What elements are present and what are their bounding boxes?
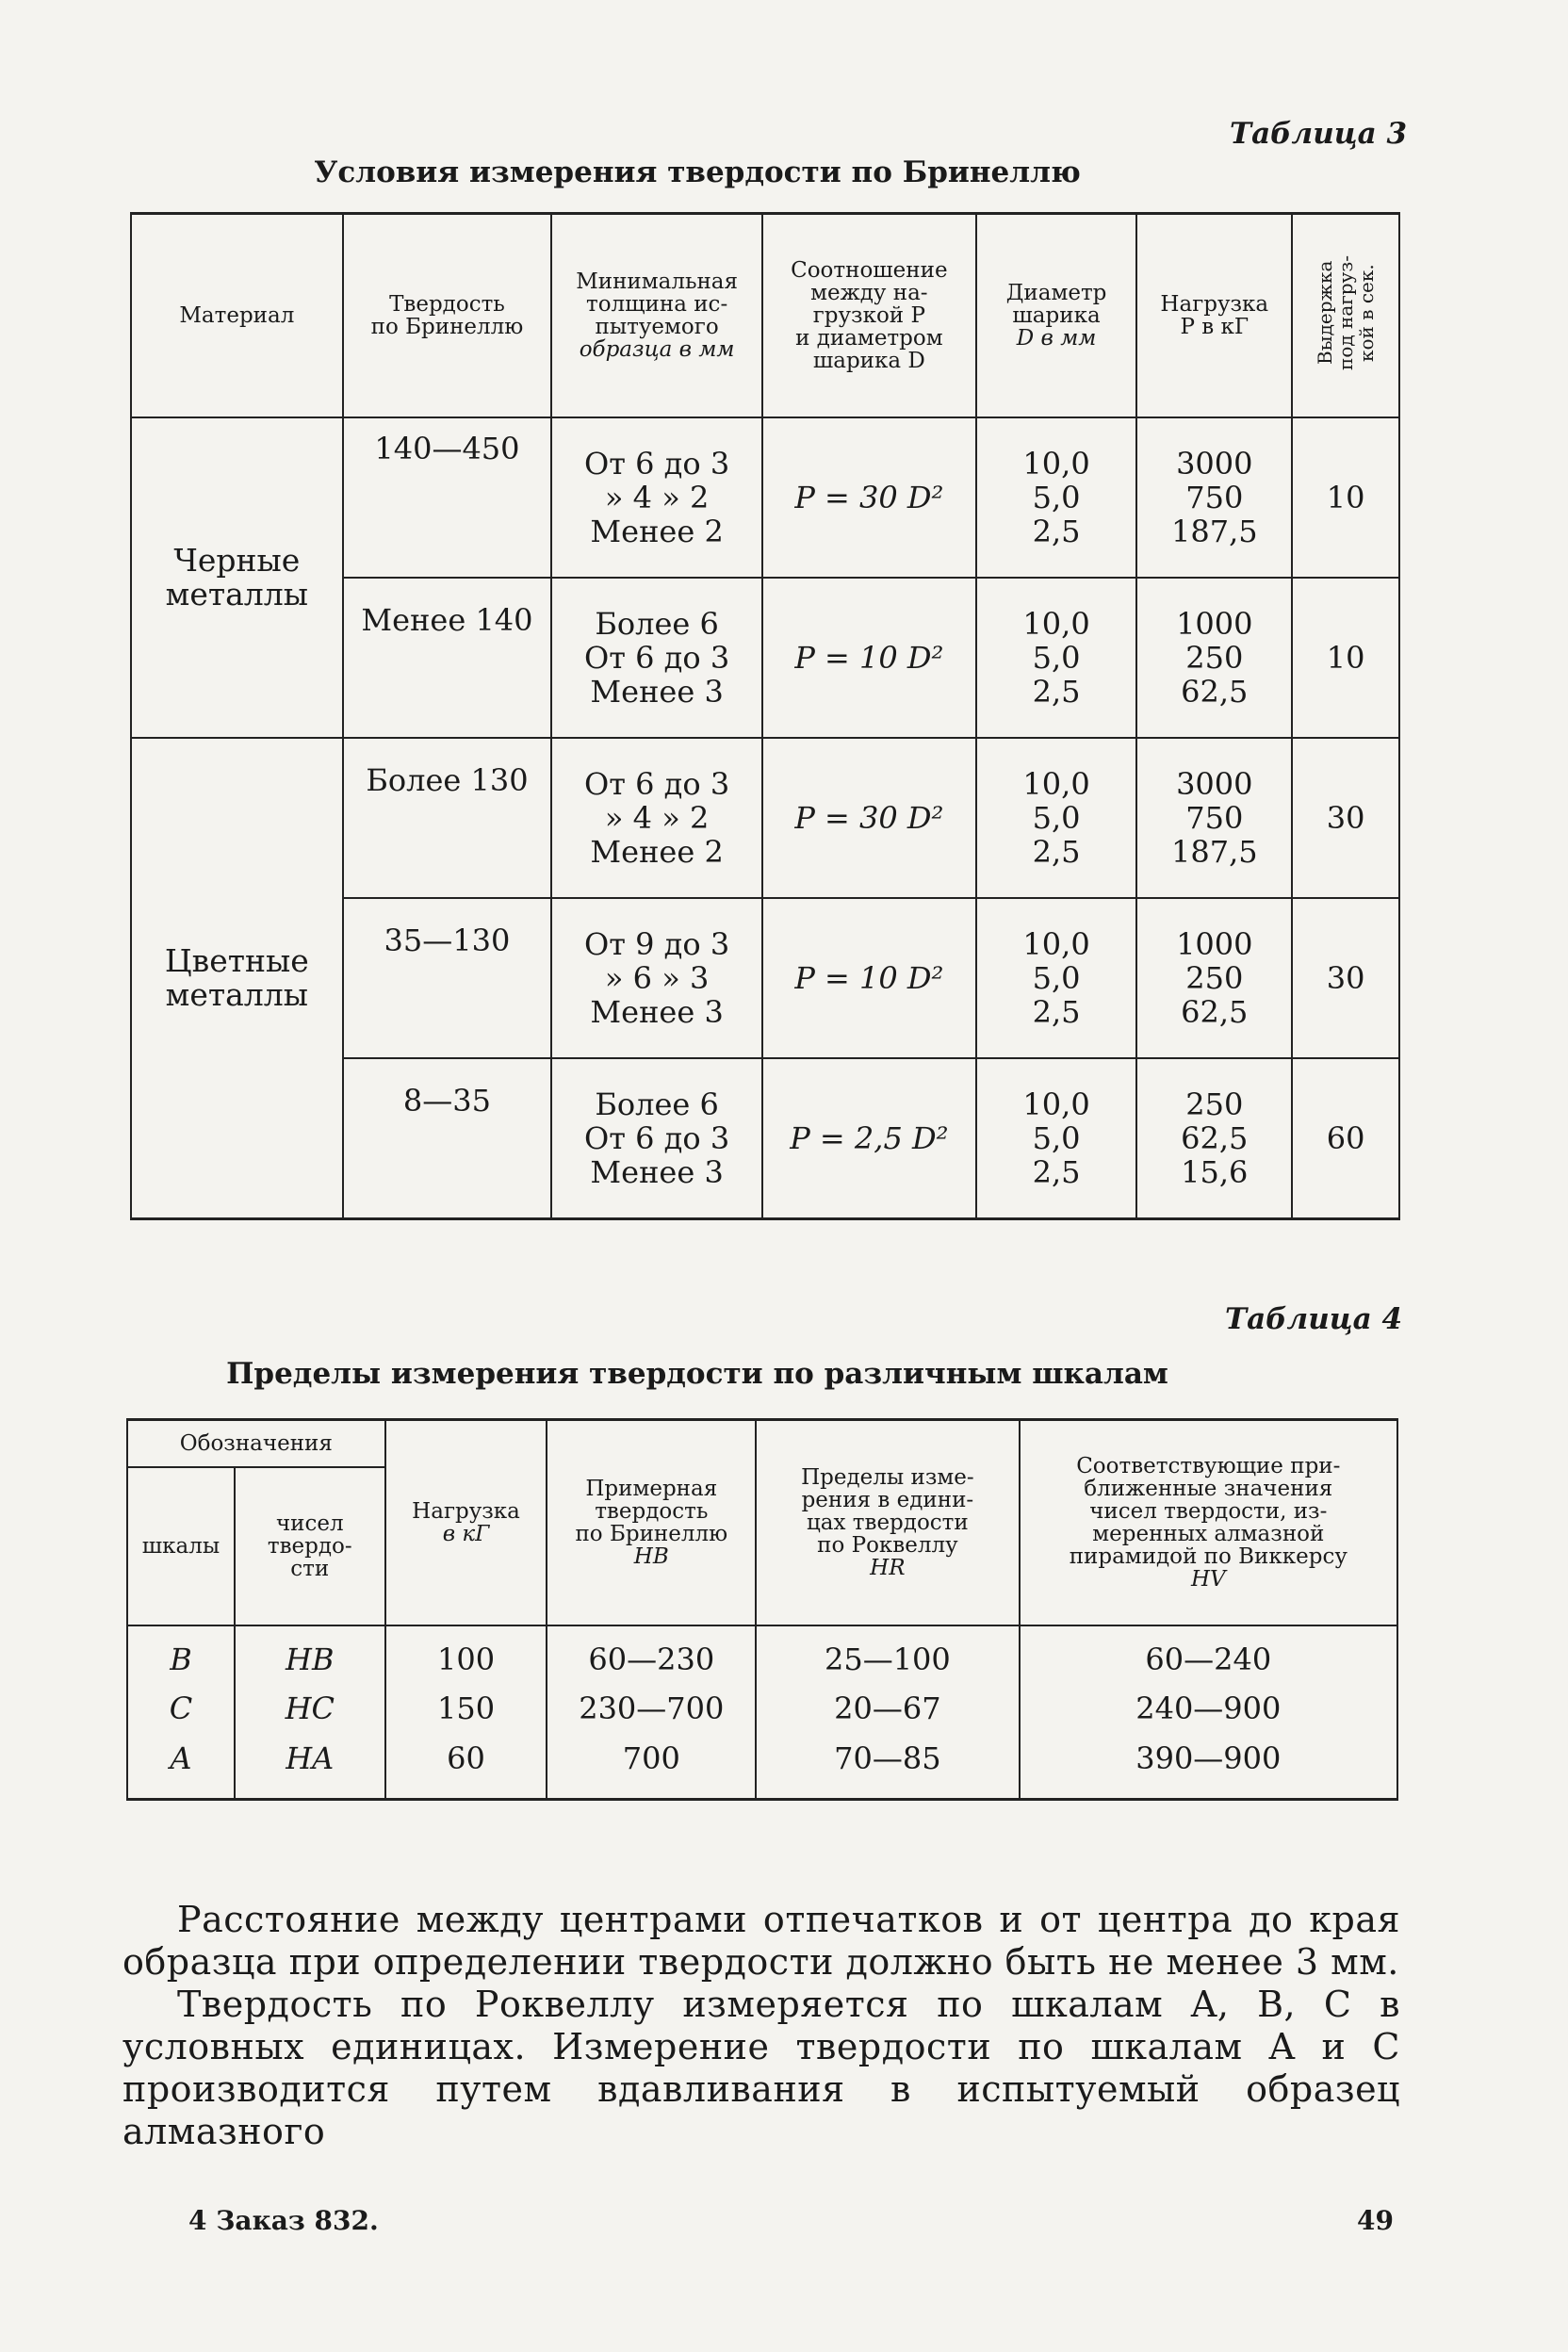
t3-cell-thickness: Более 6 От 6 до 3 Менее 3 [551, 578, 762, 738]
t3-cell-hold: 30 [1292, 898, 1399, 1058]
t4-header-rockwell: Пределы изме- рения в едини- цах твердости по Роквеллу HR [756, 1420, 1019, 1625]
table3-label: Таблица 3 [1230, 117, 1408, 151]
t3-cell-load: 3000 750 187,5 [1136, 738, 1292, 898]
t4-cell-rockwell: 20—67 [756, 1684, 1019, 1734]
t3-cell-hold: 10 [1292, 417, 1399, 578]
t3-cell-diameter: 10,0 5,0 2,5 [976, 417, 1137, 578]
t3-cell-ratio: P = 10 D² [762, 578, 976, 738]
t4-header-load: Нагрузка в кГ [385, 1420, 547, 1625]
t3-header-ratio: Соотношение между на- грузкой P и диаметром шарика D [762, 214, 976, 418]
t4-cell-scale: A [127, 1734, 235, 1800]
table-row [131, 417, 1399, 578]
t3-material-ferrous: Черные металлы [131, 417, 343, 738]
table3-title: Условия измерения твердости по Бринеллю [314, 155, 1081, 189]
t3-cell-hold: 30 [1292, 738, 1399, 898]
t3-cell-hold: 60 [1292, 1058, 1399, 1218]
t4-cell-numbers: HC [235, 1684, 385, 1734]
paragraph: Твердость по Роквеллу измеряется по шкалам A, B, C в условных единицах. Измерение твердости по шкалам A и C производится путем вдавливания в испытуемый образец алмазного [122, 1984, 1400, 2152]
t4-cell-numbers: HA [235, 1734, 385, 1800]
t4-cell-vickers: 240—900 [1020, 1684, 1397, 1734]
t3-cell-thickness: От 6 до 3 » 4 » 2 Менее 2 [551, 738, 762, 898]
t3-cell-thickness: От 9 до 3 » 6 » 3 Менее 3 [551, 898, 762, 1058]
table-row [127, 1684, 1397, 1734]
t3-cell-diameter: 10,0 5,0 2,5 [976, 898, 1137, 1058]
t4-cell-load: 100 [385, 1625, 547, 1684]
t3-cell-hardness: 35—130 [343, 898, 552, 1058]
body-text [122, 1899, 1400, 2153]
t3-header-diameter: Диаметр шарика D в мм [976, 214, 1137, 418]
table4 [126, 1418, 1398, 1801]
t4-cell-vickers: 60—240 [1020, 1625, 1397, 1684]
t3-header-hardness: Твердость по Бринеллю [343, 214, 552, 418]
t4-cell-load: 150 [385, 1684, 547, 1734]
t3-cell-diameter: 10,0 5,0 2,5 [976, 738, 1137, 898]
t3-cell-load: 1000 250 62,5 [1136, 578, 1292, 738]
t3-header-load: Нагрузка P в кГ [1136, 214, 1292, 418]
table4-title: Пределы измерения твердости по различным шкалам [226, 1357, 1168, 1391]
table3 [130, 212, 1400, 1220]
t4-cell-scale: C [127, 1684, 235, 1734]
t3-cell-load: 250 62,5 15,6 [1136, 1058, 1292, 1218]
t3-header-thickness: Минимальная толщина ис- пытуемого образца в мм [551, 214, 762, 418]
t3-cell-ratio: P = 10 D² [762, 898, 976, 1058]
t4-cell-rockwell: 70—85 [756, 1734, 1019, 1800]
t4-cell-vickers: 390—900 [1020, 1734, 1397, 1800]
t3-header-material: Материал [131, 214, 343, 418]
t3-cell-load: 3000 750 187,5 [1136, 417, 1292, 578]
t4-cell-brinell: 700 [547, 1734, 756, 1800]
t4-header-numbers: чисел твердо- сти [235, 1467, 385, 1625]
t3-cell-hardness: 8—35 [343, 1058, 552, 1218]
t3-cell-hold: 10 [1292, 578, 1399, 738]
t3-cell-diameter: 10,0 5,0 2,5 [976, 1058, 1137, 1218]
t3-material-nonferrous: Цветные металлы [131, 738, 343, 1218]
t3-cell-hardness: 140—450 [343, 417, 552, 578]
t3-cell-thickness: Более 6 От 6 до 3 Менее 3 [551, 1058, 762, 1218]
t4-cell-brinell: 60—230 [547, 1625, 756, 1684]
paragraph: Расстояние между центрами отпечатков и от центра до края образца при определении твердости должно быть не менее 3 мм. [122, 1899, 1400, 1983]
t3-header-hold: Выдержка под нагруз- кой в сек. [1292, 214, 1399, 418]
t4-cell-numbers: HB [235, 1625, 385, 1684]
table-row [127, 1625, 1397, 1684]
table-row [131, 738, 1399, 898]
page-number: 49 [1357, 2205, 1394, 2236]
t3-cell-ratio: P = 2,5 D² [762, 1058, 976, 1218]
footer-order: 4 Заказ 832. [188, 2205, 379, 2236]
t3-cell-ratio: P = 30 D² [762, 738, 976, 898]
t3-cell-hardness: Менее 140 [343, 578, 552, 738]
table4-label: Таблица 4 [1225, 1302, 1403, 1336]
t4-header-brinell: Примерная твердость по Бринеллю HB [547, 1420, 756, 1625]
t4-header-vickers: Соответствующие при- ближенные значения чисел твердости, из- меренных алмазной пирамидой по Виккерсу HV [1020, 1420, 1397, 1625]
t3-cell-thickness: От 6 до 3 » 4 » 2 Менее 2 [551, 417, 762, 578]
t3-cell-ratio: P = 30 D² [762, 417, 976, 578]
t4-header-designation: Обозначения [127, 1420, 385, 1467]
t4-cell-brinell: 230—700 [547, 1684, 756, 1734]
table-row [127, 1734, 1397, 1800]
t3-cell-hardness: Более 130 [343, 738, 552, 898]
t4-header-scale: шкалы [127, 1467, 235, 1625]
t3-cell-load: 1000 250 62,5 [1136, 898, 1292, 1058]
t4-cell-load: 60 [385, 1734, 547, 1800]
t4-cell-scale: B [127, 1625, 235, 1684]
t3-cell-diameter: 10,0 5,0 2,5 [976, 578, 1137, 738]
t4-cell-rockwell: 25—100 [756, 1625, 1019, 1684]
